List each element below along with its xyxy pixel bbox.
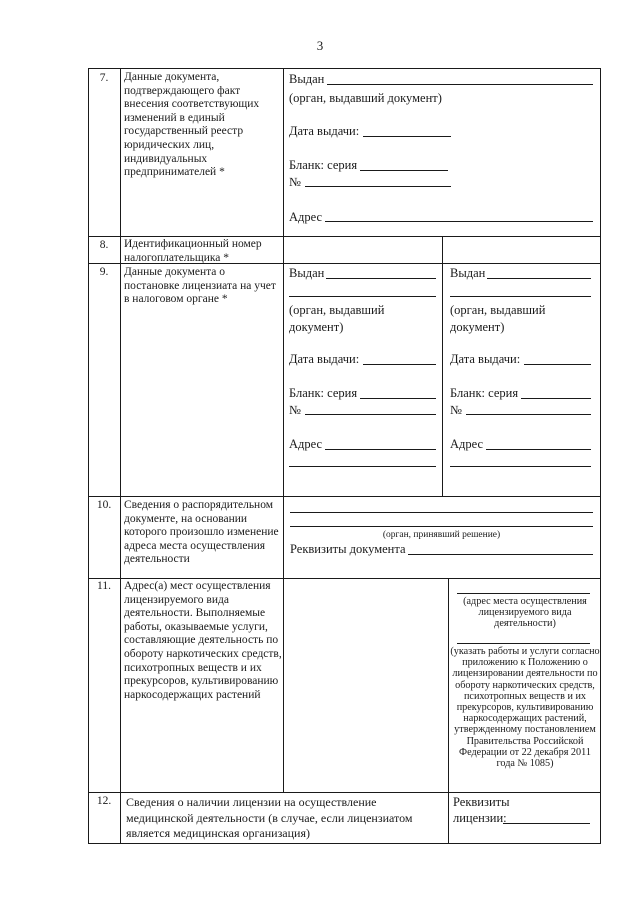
- row-number: 8.: [99, 239, 109, 251]
- issue-date-label: Дата выдачи:: [289, 352, 360, 366]
- issuer-caption: (орган, выдавший документ): [289, 91, 442, 105]
- address-label: Адрес: [289, 210, 323, 224]
- row-label: Адрес(а) мест осуществления лицензируемого вида деятельности. Выполняемые работы, оказываемые услуги, составляющие деятельность по обороту наркотических средств, психотропных веществ и их прекурсоров, культивированию наркосодержащих растений: [124, 580, 282, 701]
- row-number: 10.: [96, 499, 112, 511]
- address-field[interactable]: [325, 449, 436, 450]
- requisites-label: Реквизиты: [453, 795, 510, 809]
- column-divider: [442, 236, 443, 497]
- address-field-line2[interactable]: [289, 466, 436, 467]
- row-label: Сведения о распорядительном документе, на основании которого произошло изменение адреса места осуществления деятельности: [124, 499, 279, 566]
- number-sign: №: [450, 403, 462, 417]
- table-border-right: [600, 68, 601, 844]
- row-label: Данные документа, подтверждающего факт внесения соответствующих изменений в единый государственный реестр юридических лиц, индивидуальных предпринимателей *: [124, 71, 260, 179]
- row-label: Данные документа о постановке лицензиата на учет в налоговом органе *: [124, 266, 276, 306]
- activity-address-caption: (адрес места осуществления лицензируемого вида деятельности): [463, 596, 587, 630]
- works-caption: (указать работы и услуги согласно приложению к Положению о лицензировании деятельности по обороту наркотических средств, психотропных веществ и их прекурсоров, культивированию наркосодержащих растений, утвержденному постановлением Правительства Российской Федерации от 22 декабря 2011 года № 1085): [450, 646, 600, 770]
- blank-series-field[interactable]: [521, 398, 591, 399]
- row-divider: [88, 578, 601, 579]
- issued-label: Выдан: [450, 266, 486, 280]
- issue-date-label: Дата выдачи:: [289, 124, 360, 138]
- license-label: лицензии:: [453, 811, 507, 825]
- row-divider: [88, 792, 601, 793]
- table-border-top: [88, 68, 601, 69]
- row-label: Идентификационный номер налогоплательщика *: [124, 238, 262, 264]
- blank-series-label: Бланк: серия: [450, 386, 519, 400]
- number-field[interactable]: [466, 414, 591, 415]
- number-sign: №: [289, 175, 301, 189]
- column-divider: [120, 68, 121, 844]
- row-number: 12.: [96, 795, 112, 807]
- works-field[interactable]: [457, 643, 590, 644]
- blank-series-label: Бланк: серия: [289, 158, 358, 172]
- row-number: 9.: [99, 266, 109, 278]
- issue-date-field[interactable]: [363, 136, 451, 137]
- row-divider: [88, 496, 601, 497]
- number-field[interactable]: [305, 414, 436, 415]
- issuer-caption: (орган, выдавший документ): [289, 303, 385, 334]
- issued-field-line2[interactable]: [289, 296, 436, 297]
- row-divider: [88, 236, 601, 237]
- blank-series-label: Бланк: серия: [289, 386, 358, 400]
- column-divider: [283, 68, 284, 793]
- page-number: 3: [316, 38, 324, 53]
- blank-series-field[interactable]: [360, 170, 448, 171]
- decision-field-line2[interactable]: [290, 526, 593, 527]
- license-field[interactable]: [503, 823, 590, 824]
- issuer-caption: (орган, выдавший документ): [450, 303, 546, 334]
- row-number: 11.: [97, 580, 111, 592]
- issued-label: Выдан: [289, 266, 325, 280]
- issued-label: Выдан: [289, 72, 325, 86]
- blank-series-field[interactable]: [360, 398, 436, 399]
- decision-field[interactable]: [290, 512, 593, 513]
- address-label: Адрес: [289, 437, 323, 451]
- address-field[interactable]: [325, 221, 593, 222]
- row-number: 7.: [99, 72, 109, 84]
- issued-field[interactable]: [326, 278, 436, 279]
- activity-address-field[interactable]: [457, 593, 590, 594]
- table-border-left: [88, 68, 89, 844]
- issue-date-field[interactable]: [524, 364, 591, 365]
- table-border-bottom: [88, 843, 601, 844]
- address-field[interactable]: [486, 449, 591, 450]
- issued-field[interactable]: [487, 278, 591, 279]
- issue-date-field[interactable]: [363, 364, 436, 365]
- column-divider: [448, 578, 449, 844]
- issue-date-label: Дата выдачи:: [450, 352, 521, 366]
- decision-caption: (орган, принявший решение): [382, 530, 501, 540]
- row-label: Сведения о наличии лицензии на осуществление медицинской деятельности (в случае, если лицензиатом является медицинская организация): [126, 795, 413, 840]
- requisites-field[interactable]: [408, 554, 593, 555]
- number-sign: №: [289, 403, 301, 417]
- issued-field[interactable]: [327, 84, 593, 85]
- requisites-label: Реквизиты документа: [290, 542, 406, 556]
- number-field[interactable]: [305, 186, 451, 187]
- address-label: Адрес: [450, 437, 484, 451]
- address-field-line2[interactable]: [450, 466, 591, 467]
- issued-field-line2[interactable]: [450, 296, 591, 297]
